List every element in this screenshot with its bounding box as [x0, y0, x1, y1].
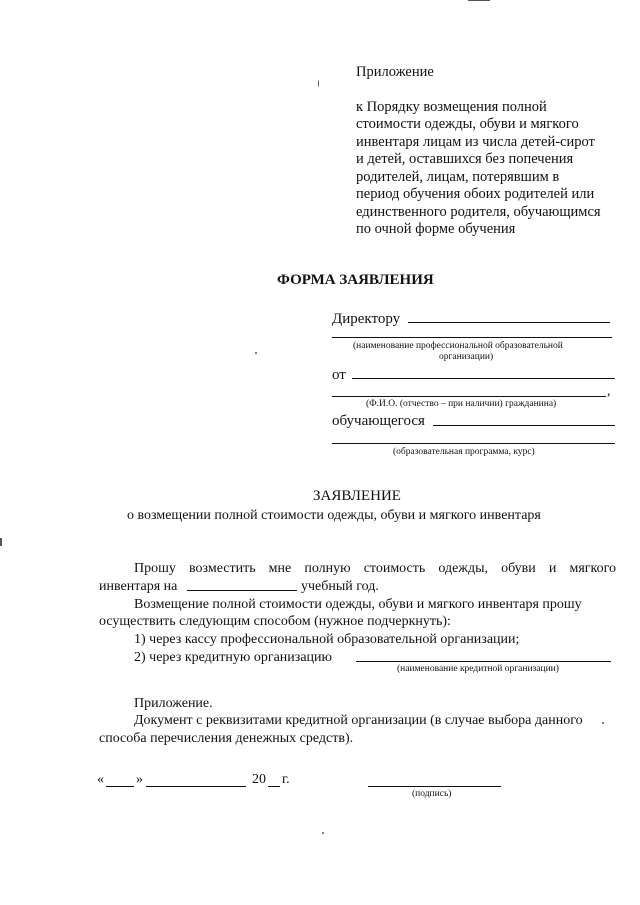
org-caption: организации): [439, 352, 494, 362]
form-title: ФОРМА ЗАЯВЛЕНИЯ: [277, 272, 434, 288]
fio-field[interactable]: [332, 396, 606, 397]
program-field[interactable]: [332, 443, 615, 444]
appendix-title: Приложение: [356, 64, 434, 80]
from-label: от: [332, 367, 346, 383]
statement-paragraph: Возмещение полной стоимости одежды, обуви и мягкого инвентаря прошу: [134, 597, 582, 612]
statement-text: учебный год.: [301, 579, 379, 594]
option-cashier[interactable]: 1) через кассу профессиональной образовательной организации;: [134, 632, 520, 647]
school-year-field[interactable]: [187, 590, 297, 591]
appendix-line: по очной форме обучения: [356, 221, 516, 237]
quote-close: »: [136, 772, 143, 787]
attachment-text: Документ с реквизитами кредитной организации (в случае выбора данного: [134, 713, 583, 728]
scan-speck: [322, 832, 324, 834]
appendix-line: стоимости одежды, обуви и мягкого: [356, 116, 579, 132]
statement-text: инвентаря на: [99, 579, 178, 594]
year-suffix: г.: [282, 772, 290, 787]
org-name-field[interactable]: [332, 337, 612, 338]
org-caption: (наименование профессиональной образовательной: [353, 341, 563, 351]
appendix-line: к Порядку возмещения полной: [356, 98, 547, 115]
scan-edge-mark: [468, 0, 490, 1]
student-label: обучающегося: [332, 413, 425, 429]
bank-caption: (наименование кредитной организации): [397, 664, 559, 674]
scan-speck: [602, 722, 604, 724]
from-field[interactable]: [352, 378, 615, 379]
statement-subtitle: о возмещении полной стоимости одежды, обуви и мягкого инвентаря: [127, 508, 541, 523]
statement-text: осуществить следующим способом (нужное подчеркнуть):: [99, 614, 451, 629]
scan-speck: [318, 80, 319, 87]
comma: ,: [607, 384, 611, 399]
attachment-title: Приложение.: [134, 696, 213, 711]
appendix-block: [356, 64, 601, 239]
signature-caption: (подпись): [412, 789, 452, 799]
student-field[interactable]: [433, 425, 615, 426]
year-field[interactable]: [268, 786, 280, 787]
scan-speck: [255, 352, 257, 354]
appendix-line: родителей, лицам, потерявшим в: [356, 168, 560, 185]
program-caption: (образовательная программа, курс): [393, 447, 535, 457]
option-bank[interactable]: 2) через кредитную организацию: [134, 650, 332, 665]
statement-paragraph: Прошу возместить мне полную стоимость одежды, обуви и мягкого: [134, 561, 616, 576]
appendix-line: период обучения обоих родителей или: [356, 186, 595, 202]
statement-title: ЗАЯВЛЕНИЕ: [313, 488, 401, 504]
year-prefix: 20: [252, 772, 266, 787]
bank-name-field[interactable]: [356, 661, 611, 662]
director-label: Директору: [332, 311, 401, 327]
scan-edge-mark: [0, 538, 2, 546]
quote-open: «: [97, 772, 104, 787]
appendix-line: и детей, оставшихся без попечения: [356, 151, 574, 167]
fio-caption: (Ф.И.О. (отчество – при наличии) гражданина): [366, 399, 557, 409]
appendix-line: инвентаря лицам из числа детей-сирот: [356, 133, 595, 150]
day-field[interactable]: [106, 786, 134, 787]
director-field[interactable]: [408, 322, 610, 323]
appendix-line: единственного родителя, обучающимся: [356, 203, 601, 220]
attachment-text: способа перечисления денежных средств).: [99, 731, 354, 746]
signature-field[interactable]: [368, 786, 501, 787]
month-field[interactable]: [146, 786, 246, 787]
